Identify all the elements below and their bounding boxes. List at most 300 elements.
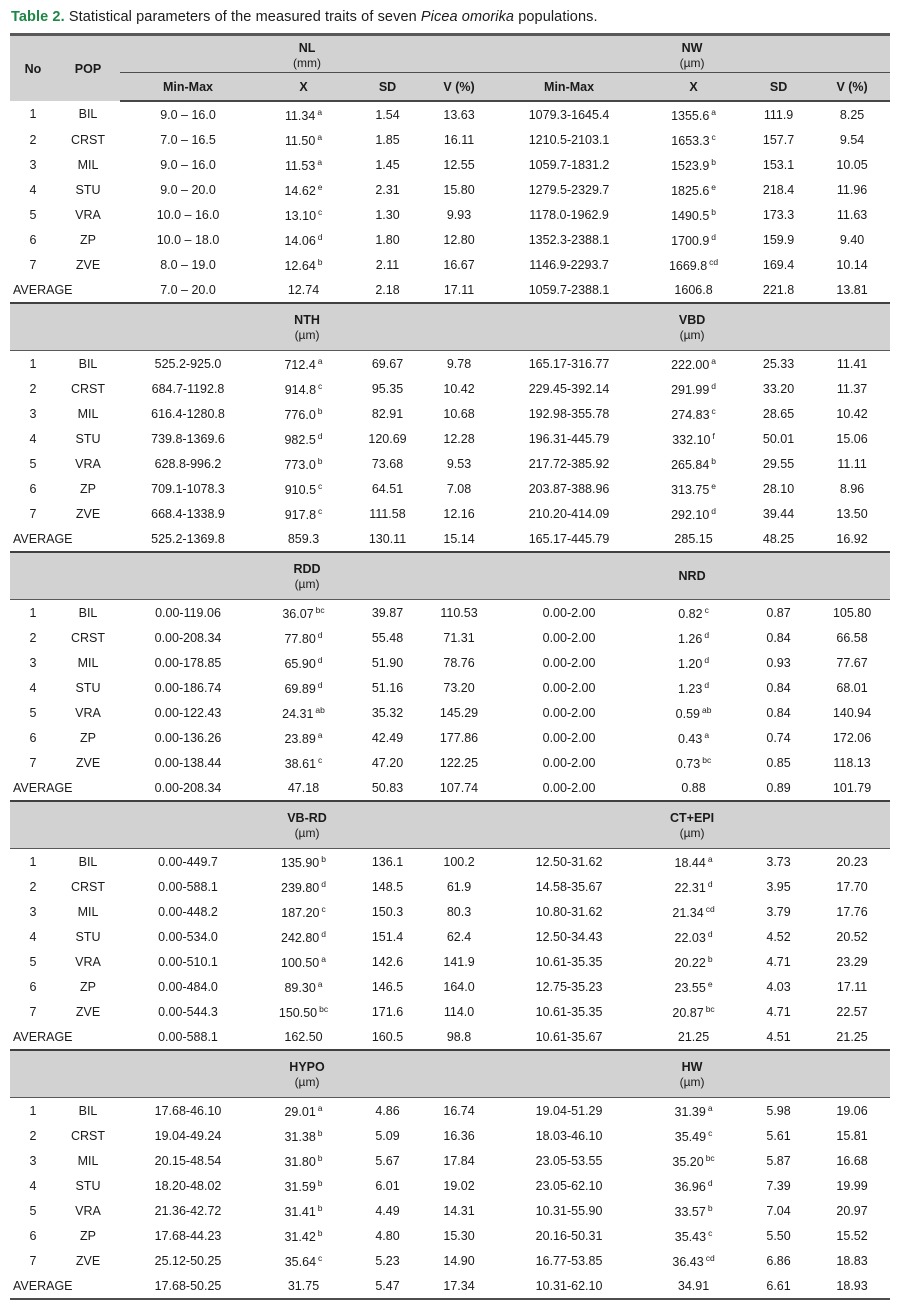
cell-minmax: 18.03-46.10	[535, 1128, 603, 1143]
table-row	[10, 177, 890, 202]
trait-name: HW	[681, 1059, 703, 1074]
significance-letter: a	[707, 853, 713, 864]
table-row	[10, 949, 890, 974]
cell-mean: 162.50	[284, 1029, 323, 1044]
cell-mean: 910.5 $^c$	[284, 480, 323, 497]
cell-sd: 169.4	[762, 257, 795, 272]
cell-pop: MIL	[77, 1153, 99, 1168]
cell-minmax: 739.8-1369.6	[151, 431, 225, 446]
cell-minmax: 668.4-1338.9	[151, 506, 225, 521]
cell-mean: 11.34 $^a$	[284, 106, 323, 123]
cell-sd: 5.09	[375, 1128, 400, 1143]
cell-mean: 65.90 $^d$	[284, 654, 323, 671]
cell-v: 140.94	[832, 705, 872, 720]
cell-minmax: 19.04-49.24	[154, 1128, 222, 1143]
cell-v: 19.99	[836, 1178, 868, 1193]
cell-pop: STU	[75, 431, 101, 446]
trait-name: NRD	[678, 568, 706, 583]
significance-letter: c	[318, 1252, 323, 1263]
cell-v: 9.93	[446, 207, 472, 222]
cell-minmax: 12.50-31.62	[535, 854, 603, 869]
cell-sd: 3.95	[766, 879, 791, 894]
cell-minmax: 23.05-62.10	[535, 1178, 603, 1193]
cell-v: 164.0	[443, 979, 475, 994]
average-label: AVERAGE	[13, 1029, 73, 1044]
cell-v: 122.25	[439, 755, 479, 770]
cell-pop: ZVE	[75, 755, 101, 770]
cell-minmax: 684.7-1192.8	[151, 381, 225, 396]
cell-minmax: 23.05-53.55	[535, 1153, 603, 1168]
significance-letter: d	[711, 380, 717, 391]
significance-letter: a	[707, 1102, 713, 1113]
trait-unit: (µm)	[294, 825, 320, 840]
cell-sd: 33.20	[762, 381, 795, 396]
cell-no: 5	[29, 954, 37, 969]
cell-v: 12.55	[443, 157, 475, 172]
cell-v: 80.3	[446, 904, 472, 919]
cell-pop: STU	[75, 1178, 101, 1193]
table-row	[10, 675, 890, 700]
trait-group-header-right	[494, 35, 890, 73]
cell-sd: 51.16	[371, 680, 404, 695]
table-row	[10, 725, 890, 750]
cell-minmax: 0.00-448.2	[158, 904, 218, 919]
cell-pop: BIL	[78, 107, 98, 122]
significance-letter: a	[317, 978, 323, 989]
cell-mean: 21.34 $^{cd}$	[672, 903, 715, 920]
cell-sd: 0.85	[766, 755, 791, 770]
significance-letter: a	[321, 953, 326, 964]
cell-pop: CRST	[70, 879, 106, 894]
cell-mean: 11.53 $^a$	[284, 156, 323, 173]
cell-mean: 313.75 $^e$	[671, 480, 717, 497]
cell-v: 61.9	[446, 879, 472, 894]
cell-minmax: 10.61-35.67	[535, 1029, 603, 1044]
table-row	[10, 451, 890, 476]
table-row	[10, 625, 890, 650]
cell-mean: 292.10 $^d$	[671, 505, 717, 522]
cell-minmax: 1178.0-1962.9	[529, 207, 609, 222]
cell-minmax: 8.0 – 19.0	[160, 257, 216, 272]
cell-minmax: 9.0 – 16.0	[160, 157, 216, 172]
trait-group-header-left	[120, 35, 494, 73]
cell-minmax: 616.4-1280.8	[151, 406, 225, 421]
cell-minmax: 0.00-208.34	[154, 780, 222, 795]
cell-sd: 0.74	[766, 730, 791, 745]
cell-minmax: 14.58-35.67	[535, 879, 603, 894]
cell-no: 2	[29, 132, 37, 147]
cell-mean: 285.15	[674, 531, 713, 546]
cell-v: 105.80	[832, 605, 872, 620]
cell-sd: 55.48	[371, 630, 404, 645]
cell-v: 15.80	[443, 182, 475, 197]
cell-no: 4	[29, 182, 37, 197]
cell-no: 7	[29, 1004, 37, 1019]
cell-minmax: 525.2-925.0	[154, 356, 222, 371]
cell-no: 6	[29, 1228, 37, 1243]
cell-mean: 31.80 $^b$	[284, 1152, 323, 1169]
cell-mean: 1700.9 $^d$	[671, 231, 717, 248]
trait-group-header	[120, 552, 494, 600]
cell-no: 6	[29, 730, 37, 745]
significance-letter: a	[704, 729, 710, 740]
cell-sd: 25.33	[762, 356, 795, 371]
cell-mean: 20.87 $^{bc}$	[672, 1003, 715, 1020]
cell-minmax: 9.0 – 16.0	[160, 107, 216, 122]
cell-mean: 773.0 $^b$	[284, 455, 323, 472]
table-row	[10, 1248, 890, 1273]
cell-v: 107.74	[439, 780, 479, 795]
cell-v: 15.06	[836, 431, 868, 446]
table-row	[10, 750, 890, 775]
cell-no: 3	[29, 904, 37, 919]
cell-sd: 171.6	[371, 1004, 404, 1019]
cell-v: 10.68	[443, 406, 475, 421]
cell-minmax: 10.0 – 18.0	[156, 232, 220, 247]
cell-v: 73.20	[443, 680, 475, 695]
cell-pop: CRST	[70, 132, 106, 147]
table-caption-label: Table 2.	[11, 9, 65, 25]
average-row	[10, 1273, 890, 1299]
band-spacer	[10, 303, 120, 351]
cell-v: 62.4	[446, 929, 472, 944]
cell-sd: 2.11	[375, 257, 400, 272]
cell-sd: 50.01	[762, 431, 795, 446]
cell-minmax: 0.00-510.1	[158, 954, 218, 969]
table-row	[10, 1198, 890, 1223]
cell-v: 18.83	[836, 1253, 868, 1268]
cell-pop: BIL	[78, 854, 98, 869]
significance-letter: d	[711, 231, 717, 242]
cell-no: 3	[29, 655, 37, 670]
section-band	[10, 303, 890, 351]
cell-minmax: 1059.7-1831.2	[528, 157, 610, 172]
cell-mean: 18.44 $^a$	[674, 853, 713, 870]
cell-minmax: 196.31-445.79	[528, 431, 610, 446]
trait-name: CT+EPI	[670, 810, 715, 825]
cell-minmax: 165.17-316.77	[528, 356, 610, 371]
cell-no: 5	[29, 456, 37, 471]
trait-group-header	[494, 303, 890, 351]
significance-letter: b	[711, 156, 717, 167]
cell-no: 1	[29, 605, 37, 620]
significance-letter: a	[317, 106, 323, 117]
cell-no: 2	[29, 381, 37, 396]
cell-v: 14.90	[443, 1253, 475, 1268]
significance-letter: b	[317, 1202, 323, 1213]
cell-v: 114.0	[443, 1004, 475, 1019]
significance-letter: b	[707, 953, 713, 964]
cell-mean: 38.61 $^c$	[284, 754, 323, 771]
column-header-no: No	[24, 61, 42, 76]
trait-name: NW	[681, 41, 703, 55]
cell-pop: VRA	[75, 705, 101, 720]
significance-letter: a	[711, 355, 717, 366]
table-row	[10, 127, 890, 152]
trait-unit: (µm)	[294, 576, 320, 591]
significance-letter: d	[711, 505, 717, 516]
cell-sd: 159.9	[762, 232, 795, 247]
cell-sd: 6.01	[375, 1178, 400, 1193]
cell-mean: 0.73 $^{bc}$	[675, 754, 712, 771]
cell-v: 172.06	[832, 730, 872, 745]
cell-minmax: 17.68-50.25	[154, 1278, 222, 1293]
significance-letter: c	[704, 604, 709, 615]
cell-v: 20.52	[836, 929, 868, 944]
cell-sd: 0.84	[766, 705, 791, 720]
cell-no: 4	[29, 1178, 37, 1193]
cell-no: 7	[29, 506, 37, 521]
cell-no: 2	[29, 1128, 37, 1143]
table-row	[10, 351, 890, 377]
cell-mean: 31.38 $^b$	[284, 1127, 323, 1144]
significance-letter: d	[317, 679, 323, 690]
trait-name: HYPO	[289, 1059, 325, 1074]
cell-v: 17.84	[443, 1153, 475, 1168]
trait-name: RDD	[293, 561, 321, 576]
trait-group-header	[120, 303, 494, 351]
cell-mean: 34.91	[677, 1278, 710, 1293]
cell-minmax: 19.04-51.29	[535, 1103, 603, 1118]
cell-minmax: 7.0 – 20.0	[160, 282, 216, 297]
cell-pop: CRST	[70, 630, 106, 645]
significance-letter: f	[712, 430, 715, 441]
cell-mean: 776.0 $^b$	[284, 405, 323, 422]
cell-v: 78.76	[443, 655, 475, 670]
cell-v: 15.52	[836, 1228, 868, 1243]
cell-minmax: 9.0 – 20.0	[160, 182, 216, 197]
average-label: AVERAGE	[13, 531, 73, 546]
cell-mean: 914.8 $^c$	[284, 380, 323, 397]
trait-group-header	[120, 1050, 494, 1098]
cell-mean: 222.00 $^a$	[671, 355, 717, 372]
cell-sd: 111.58	[369, 506, 406, 521]
significance-letter: b	[317, 405, 323, 416]
cell-mean: 35.20 $^{bc}$	[672, 1152, 715, 1169]
cell-mean: 1.20 $^d$	[678, 654, 710, 671]
cell-v: 101.79	[832, 780, 872, 795]
cell-sd: 7.39	[766, 1178, 791, 1193]
cell-no: 5	[29, 207, 37, 222]
cell-v: 145.29	[439, 705, 479, 720]
cell-v: 16.68	[836, 1153, 868, 1168]
significance-letter: e	[707, 978, 713, 989]
cell-v: 9.40	[839, 232, 865, 247]
cell-pop: ZVE	[75, 506, 101, 521]
cell-mean: 291.99 $^d$	[671, 380, 717, 397]
cell-minmax: 1059.7-2388.1	[528, 282, 610, 297]
cell-sd: 4.51	[766, 1029, 791, 1044]
cell-mean: 12.64 $^b$	[284, 256, 323, 273]
table-caption-suffix: populations.	[514, 9, 598, 25]
cell-sd: 39.87	[371, 605, 404, 620]
table-caption-species: Picea omorika	[420, 9, 515, 25]
cell-sd: 221.8	[762, 282, 795, 297]
significance-letter: d	[321, 878, 326, 889]
cell-no: 4	[29, 431, 37, 446]
table-row	[10, 924, 890, 949]
cell-minmax: 20.16-50.31	[535, 1228, 603, 1243]
cell-mean: 1523.9 $^b$	[671, 156, 717, 173]
cell-mean: 917.8 $^c$	[284, 505, 323, 522]
cell-sd: 82.91	[371, 406, 404, 421]
significance-letter: e	[711, 181, 717, 192]
cell-sd: 120.69	[368, 431, 407, 446]
significance-letter: b	[707, 1202, 713, 1213]
cell-mean: 24.31 $^{ab}$	[282, 704, 325, 721]
significance-letter: bc	[319, 1003, 329, 1014]
cell-sd: 4.86	[375, 1103, 400, 1118]
table-row	[10, 600, 890, 626]
cell-no: 4	[29, 929, 37, 944]
cell-pop: VRA	[75, 456, 101, 471]
cell-sd: 28.65	[762, 406, 795, 421]
cell-minmax: 0.00-449.7	[158, 854, 218, 869]
cell-no: 7	[29, 257, 37, 272]
cell-mean: 47.18	[287, 780, 320, 795]
trait-group-header	[494, 801, 890, 849]
cell-sd: 173.3	[762, 207, 795, 222]
cell-sd: 136.1	[371, 854, 404, 869]
cell-mean: 242.80 $^d$	[281, 928, 326, 945]
significance-letter: d	[317, 654, 323, 665]
cell-sd: 130.11	[368, 531, 407, 546]
cell-mean: 31.42 $^b$	[284, 1227, 323, 1244]
significance-letter: a	[317, 131, 323, 142]
cell-minmax: 0.00-208.34	[154, 630, 222, 645]
column-header-mean: X	[644, 73, 743, 102]
cell-sd: 1.80	[375, 232, 400, 247]
cell-mean: 1490.5 $^b$	[671, 206, 717, 223]
cell-minmax: 10.31-62.10	[535, 1278, 603, 1293]
cell-mean: 0.88	[681, 780, 706, 795]
cell-sd: 69.67	[371, 356, 404, 371]
cell-minmax: 0.00-484.0	[158, 979, 218, 994]
cell-sd: 2.18	[375, 282, 400, 297]
cell-mean: 0.59 $^{ab}$	[675, 704, 712, 721]
significance-letter: c	[708, 1127, 713, 1138]
cell-sd: 0.93	[766, 655, 791, 670]
cell-sd: 111.9	[763, 107, 794, 122]
cell-v: 15.14	[443, 531, 475, 546]
cell-minmax: 0.00-136.26	[154, 730, 222, 745]
cell-mean: 31.75	[287, 1278, 320, 1293]
cell-mean: 1606.8	[674, 282, 713, 297]
cell-minmax: 0.00-178.85	[154, 655, 222, 670]
cell-mean: 982.5 $^d$	[284, 430, 323, 447]
significance-letter: a	[317, 156, 323, 167]
cell-no: 6	[29, 979, 37, 994]
table-row	[10, 700, 890, 725]
cell-v: 21.25	[836, 1029, 868, 1044]
significance-letter: b	[711, 206, 717, 217]
cell-sd: 5.23	[375, 1253, 400, 1268]
significance-letter: a	[317, 355, 323, 366]
significance-letter: c	[711, 405, 716, 416]
cell-minmax: 0.00-2.00	[542, 605, 596, 620]
cell-v: 11.37	[836, 381, 868, 396]
cell-sd: 6.86	[766, 1253, 791, 1268]
cell-mean: 35.64 $^c$	[284, 1252, 323, 1269]
significance-letter: b	[317, 1127, 323, 1138]
significance-letter: d	[707, 1177, 713, 1188]
cell-sd: 50.83	[371, 780, 404, 795]
cell-v: 17.70	[836, 879, 868, 894]
cell-minmax: 21.36-42.72	[154, 1203, 222, 1218]
cell-v: 17.11	[836, 979, 868, 994]
cell-mean: 13.10 $^c$	[284, 206, 323, 223]
cell-sd: 28.10	[762, 481, 795, 496]
significance-letter: cd	[705, 903, 715, 914]
cell-v: 9.54	[839, 132, 865, 147]
table-row	[10, 1123, 890, 1148]
cell-sd: 95.35	[371, 381, 404, 396]
cell-sd: 5.47	[375, 1278, 400, 1293]
trait-unit: (µm)	[679, 56, 705, 70]
column-header-v: V (%)	[424, 73, 494, 102]
significance-letter: c	[318, 754, 323, 765]
cell-no: 6	[29, 481, 37, 496]
cell-minmax: 25.12-50.25	[154, 1253, 222, 1268]
cell-v: 20.97	[836, 1203, 868, 1218]
significance-letter: bc	[705, 1152, 715, 1163]
cell-pop: ZP	[80, 979, 96, 994]
table-row	[10, 899, 890, 924]
cell-mean: 36.07 $^{bc}$	[282, 604, 325, 621]
trait-group-header	[120, 801, 494, 849]
cell-v: 66.58	[836, 630, 868, 645]
cell-minmax: 229.45-392.14	[528, 381, 610, 396]
column-header-v: V (%)	[814, 73, 890, 102]
cell-sd: 5.98	[766, 1103, 791, 1118]
cell-v: 177.86	[439, 730, 479, 745]
cell-sd: 3.79	[766, 904, 791, 919]
cell-mean: 14.06 $^d$	[284, 231, 323, 248]
trait-unit: (µm)	[679, 825, 705, 840]
significance-letter: b	[321, 853, 326, 864]
cell-sd: 1.45	[375, 157, 400, 172]
cell-no: 3	[29, 406, 37, 421]
significance-letter: bc	[315, 604, 325, 615]
cell-mean: 12.74	[287, 282, 320, 297]
cell-v: 7.08	[446, 481, 472, 496]
cell-v: 16.67	[443, 257, 475, 272]
average-row	[10, 277, 890, 303]
cell-mean: 89.30 $^a$	[284, 978, 323, 995]
cell-v: 71.31	[443, 630, 475, 645]
average-row	[10, 526, 890, 552]
significance-letter: c	[318, 206, 323, 217]
average-label: AVERAGE	[13, 780, 73, 795]
cell-no: 6	[29, 232, 37, 247]
cell-sd: 47.20	[371, 755, 404, 770]
cell-sd: 1.54	[375, 107, 400, 122]
significance-letter: b	[711, 455, 717, 466]
cell-v: 18.93	[836, 1278, 868, 1293]
cell-pop: STU	[75, 929, 101, 944]
trait-unit: (µm)	[679, 1074, 705, 1089]
cell-sd: 5.67	[375, 1153, 400, 1168]
cell-minmax: 0.00-119.06	[155, 605, 221, 620]
cell-minmax: 10.61-35.35	[535, 1004, 603, 1019]
cell-no: 2	[29, 879, 37, 894]
cell-pop: CRST	[70, 381, 106, 396]
cell-v: 13.50	[836, 506, 868, 521]
cell-sd: 64.51	[371, 481, 404, 496]
cell-minmax: 203.87-388.96	[528, 481, 610, 496]
cell-sd: 1.85	[375, 132, 400, 147]
cell-mean: 0.82 $^c$	[678, 604, 709, 621]
